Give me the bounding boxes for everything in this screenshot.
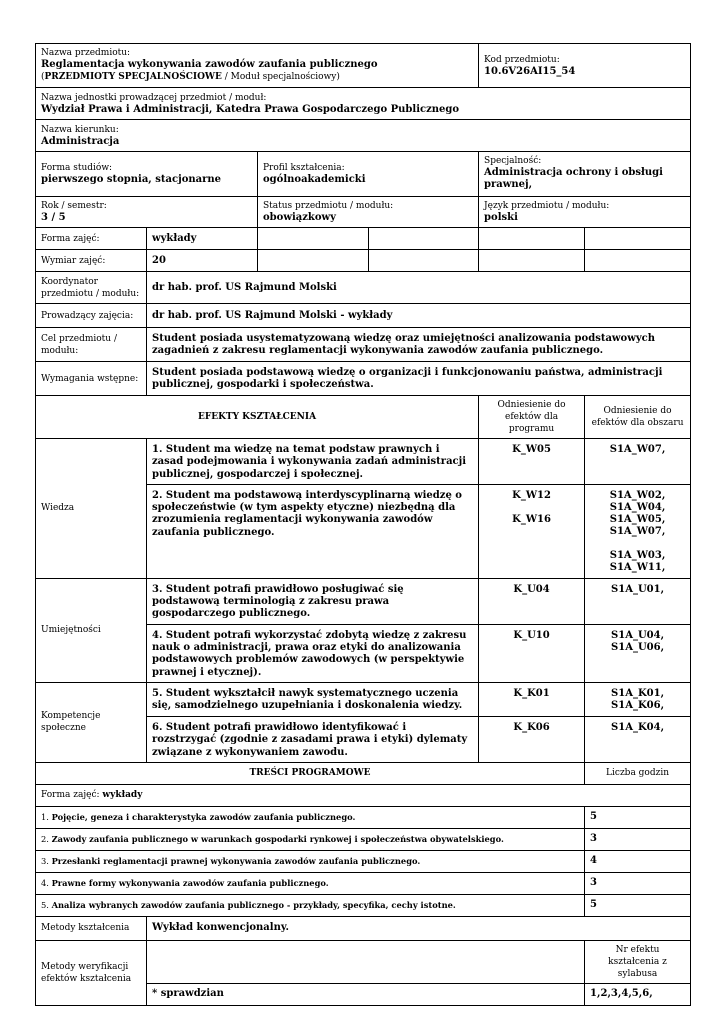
category-knowledge: Wiedza (36, 439, 147, 579)
effect-program-ref: K_K01 (479, 682, 585, 716)
syllabus-table (35, 43, 691, 1006)
unit-cell (36, 88, 691, 120)
requirements-row (36, 362, 691, 396)
topic-row (36, 894, 691, 916)
status-value: obowiązkowy (263, 212, 336, 223)
verification-header-row (36, 940, 691, 983)
language-label: Język przedmiotu / modułu: (484, 201, 610, 211)
content-hours-header: Liczba godzin (585, 762, 691, 784)
effect-program-ref: K_K06 (479, 716, 585, 762)
specialty-cell (479, 152, 691, 197)
class-hours-value: 20 (147, 250, 258, 272)
category-social: Kompetencje społeczne (36, 682, 147, 762)
topic-hours: 5 (585, 806, 691, 828)
subject-group: (PRZEDMIOTY SPECJALNOŚCIOWE / Moduł specjalnościowy) (41, 72, 340, 82)
syllabus-sheet (35, 43, 690, 1006)
code-cell (479, 44, 691, 88)
content-title: TREŚCI PROGRAMOWE (36, 762, 585, 784)
unit-row (36, 88, 691, 120)
content-header-row (36, 762, 691, 784)
effects-area-header: Odniesienie do efektów dla obszaru (585, 396, 691, 439)
effect-program-ref: K_W12 K_W16 (479, 484, 585, 578)
language-cell (479, 197, 691, 228)
effect-text: 1. Student ma wiedzę na temat podstaw prawnych i zasad podejmowania i wykonywania zadań administracji publicznej, gospodarczej i społecznej. (147, 439, 479, 485)
teaching-methods-label: Metody kształcenia (36, 916, 147, 940)
topic-text: 2. Zawody zaufania publicznego w warunkach gospodarki rynkowej i społeczeństwa obywatelskiego. (36, 828, 585, 850)
coordinator-row (36, 272, 691, 304)
class-form-value: wykłady (147, 228, 258, 250)
effect-area-ref: S1A_K04, (585, 716, 691, 762)
content-form-row (36, 784, 691, 806)
empty-cell (369, 228, 479, 250)
effect-text: 6. Student potrafi prawidłowo identyfikować i rozstrzygać (zgodnie z zasadami prawa i etyki) dylematy związane z wykonywaniem zawodu. (147, 716, 479, 762)
subject-label: Nazwa przedmiotu: (41, 48, 131, 58)
empty-cell (258, 250, 369, 272)
effect-program-ref: K_U04 (479, 578, 585, 624)
code-label: Kod przedmiotu: (484, 54, 560, 65)
empty-cell (369, 250, 479, 272)
effect-text: 3. Student potrafi prawidłowo posługiwać się podstawową terminologią z zakresu prawa gospodarczego publicznego. (147, 578, 479, 624)
unit-value: Wydział Prawa i Administracji, Katedra Prawa Gospodarczego Publicznego (41, 103, 460, 115)
topic-text: 3. Przesłanki reglamentacji prawnej wykonywania zawodów zaufania publicznego. (36, 850, 585, 872)
verification-method: * sprawdzian (147, 983, 585, 1005)
effect-area-ref: S1A_K01, S1A_K06, (585, 682, 691, 716)
study-form-cell (36, 152, 258, 197)
subject-cell (36, 44, 479, 88)
topic-row (36, 828, 691, 850)
effect-program-ref: K_W05 (479, 439, 585, 485)
effect-area-ref: S1A_U04, S1A_U06, (585, 624, 691, 682)
effects-title: EFEKTY KSZTAŁCENIA (36, 396, 479, 439)
field-value: Administracja (41, 135, 120, 147)
effect-area-ref: S1A_U01, (585, 578, 691, 624)
profile-value: ogólnoakademicki (263, 174, 366, 185)
effects-header-row (36, 396, 691, 439)
empty-cell (479, 250, 585, 272)
coordinator-value: dr hab. prof. US Rajmund Molski (147, 272, 691, 304)
topic-text: 1. Pojęcie, geneza i charakterystyka zawodów zaufania publicznego. (36, 806, 585, 828)
study-form-label: Forma studiów: (41, 163, 113, 173)
effect-text: 4. Student potrafi wykorzystać zdobytą wiedzę z zakresu nauk o administracji, prawa oraz etyki do analizowania podstawowych problemów zawodowych (w perspektywie prawnej i etycznej). (147, 624, 479, 682)
verification-label: Metody weryfikacji efektów kształcenia (36, 940, 147, 1005)
class-hours-row (36, 250, 691, 272)
status-cell (258, 197, 479, 228)
effect-area-ref: S1A_W07, (585, 439, 691, 485)
goal-row (36, 328, 691, 362)
requirements-value: Student posiada podstawową wiedzę o organizacji i funkcjonowaniu państwa, administracji publicznej, gospodarki i społeczeństwa. (147, 362, 691, 396)
class-form-row (36, 228, 691, 250)
field-label: Nazwa kierunku: (41, 124, 119, 135)
subject-name: Reglamentacja wykonywania zawodów zaufania publicznego (41, 59, 378, 70)
year-label: Rok / semestr: (41, 201, 107, 211)
effect-row (36, 578, 691, 624)
effect-text: 2. Student ma podstawową interdyscyplinarną wiedzę o społeczeństwie (w tym aspekty etyczne) niezbędną dla zrozumienia reglamentacji wykonywania zawodów zaufania publicznego. (147, 484, 479, 578)
content-form: Forma zajęć: wykłady (36, 784, 691, 806)
empty-cell (585, 250, 691, 272)
topic-hours: 3 (585, 872, 691, 894)
year-value: 3 / 5 (41, 212, 66, 223)
form-profile-row (36, 152, 691, 197)
language-value: polski (484, 212, 518, 223)
subject-row (36, 44, 691, 88)
effect-area-ref: S1A_W02, S1A_W04, S1A_W05, S1A_W07, S1A_W03, S1A_W11, (585, 484, 691, 578)
unit-label: Nazwa jednostki prowadzącej przedmiot / moduł: (41, 92, 267, 103)
status-label: Status przedmiotu / modułu: (263, 201, 394, 211)
class-form-label: Forma zajęć: (36, 228, 147, 250)
profile-label: Profil kształcenia: (263, 163, 345, 173)
topic-row (36, 806, 691, 828)
effect-number-header: Nr efektu kształcenia z sylabusa (585, 940, 691, 983)
field-cell (36, 120, 691, 152)
empty-cell (585, 228, 691, 250)
teacher-value: dr hab. prof. US Rajmund Molski - wykłady (147, 304, 691, 328)
effect-row (36, 682, 691, 716)
topic-hours: 3 (585, 828, 691, 850)
goal-label: Cel przedmiotu / modułu: (36, 328, 147, 362)
field-row (36, 120, 691, 152)
goal-value: Student posiada usystematyzowaną wiedzę oraz umiejętności analizowania podstawowych zagadnień z zakresu reglamentacji wykonywania zawodów zaufania publicznego. (147, 328, 691, 362)
effect-text: 5. Student wykształcił nawyk systematycznego uczenia się, samodzielnego uzupełniania i doskonalenia wiedzy. (147, 682, 479, 716)
requirements-label: Wymagania wstępne: (36, 362, 147, 396)
empty-cell (147, 940, 585, 983)
teacher-row (36, 304, 691, 328)
class-hours-label: Wymiar zajęć: (36, 250, 147, 272)
study-form-value: pierwszego stopnia, stacjonarne (41, 174, 222, 185)
teaching-methods-value: Wykład konwencjonalny. (147, 916, 691, 940)
specialty-label: Specjalność: (484, 156, 542, 166)
topic-text: 5. Analiza wybranych zawodów zaufania publicznego - przykłady, specyfika, cechy istotne. (36, 894, 585, 916)
topic-row (36, 850, 691, 872)
effect-row (36, 439, 691, 485)
specialty-value: Administracja ochrony i obsługi prawnej, (484, 167, 663, 190)
effect-program-ref: K_U10 (479, 624, 585, 682)
coordinator-label: Koordynator przedmiotu / modułu: (36, 272, 147, 304)
topic-row (36, 872, 691, 894)
empty-cell (479, 228, 585, 250)
empty-cell (258, 228, 369, 250)
year-status-row (36, 197, 691, 228)
code-value: 10.6V26AI15_54 (484, 65, 576, 77)
topic-hours: 5 (585, 894, 691, 916)
year-cell (36, 197, 258, 228)
teaching-methods-row (36, 916, 691, 940)
profile-cell (258, 152, 479, 197)
verification-effects: 1,2,3,4,5,6, (585, 983, 691, 1005)
teacher-label: Prowadzący zajęcia: (36, 304, 147, 328)
topic-text: 4. Prawne formy wykonywania zawodów zaufania publicznego. (36, 872, 585, 894)
effects-program-header: Odniesienie do efektów dla programu (479, 396, 585, 439)
category-skills: Umiejętności (36, 578, 147, 682)
topic-hours: 4 (585, 850, 691, 872)
